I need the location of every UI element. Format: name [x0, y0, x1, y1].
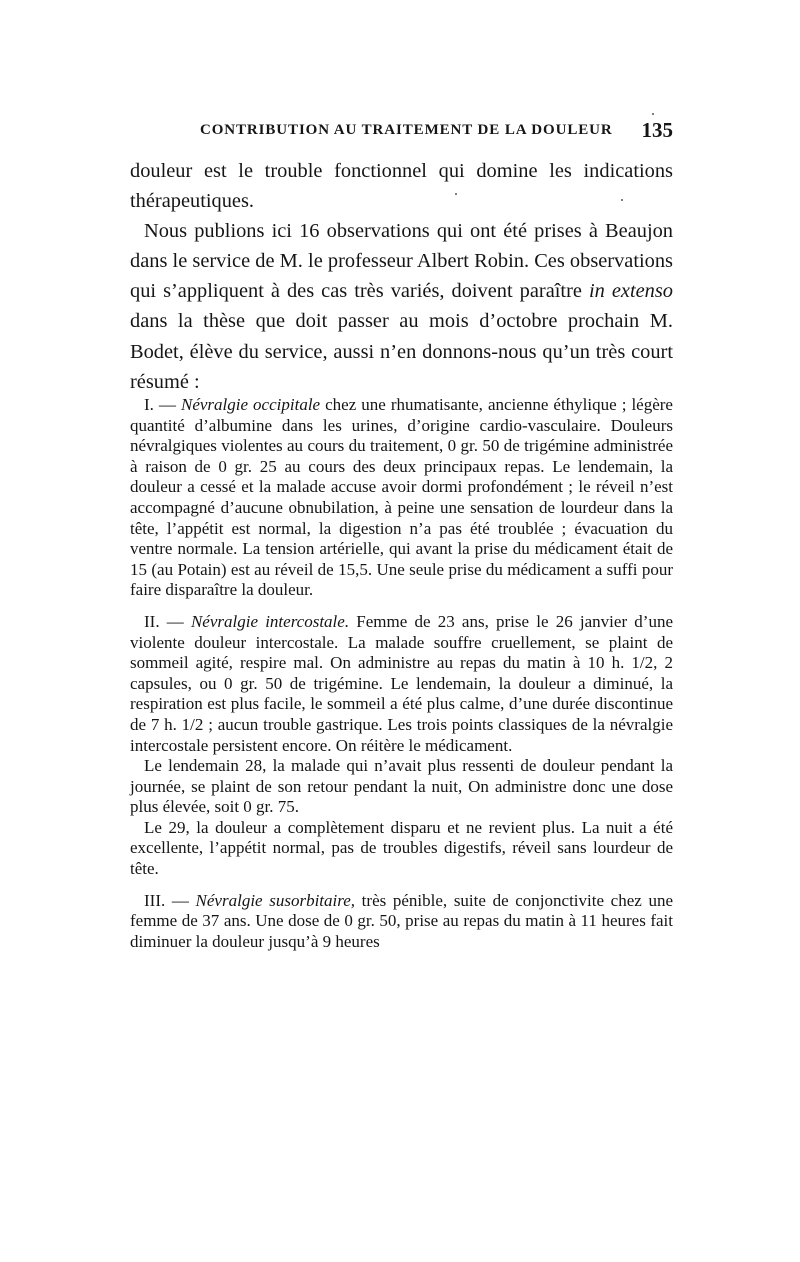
running-head: [130, 118, 673, 144]
observation-3: [130, 891, 673, 953]
intro-text: [130, 156, 673, 397]
observation-text: chez une rhumatisante, ancienne éthylique ; légère quantité d’albumine dans les urines, d’origine cardio-vasculaire. Douleurs névralgiques violentes au cours du traitement, 0 gr. 50 de trigémine administrée à raison de 0 gr. 25 au cours des deux principaux repas. Le lendemain, la douleur a cessé et la malade accuse avoir dormi profondément ; le réveil n’est accompagné d’aucune obnubilation, à peine une sensation de lourdeur dans la tête, l’appétit est normal, la digestion n’a pas été troublée ; évacuation du ventre normale. La tension artérielle, qui avant la prise du médicament était de 15 (au Potain) est au réveil de 15,5. Une seule prise du médicament a suffi pour faire disparaître la douleur.: [130, 395, 673, 600]
page-number: 135: [641, 118, 673, 142]
observation-number: III. —: [144, 890, 196, 910]
intro-text-span: dans la thèse que doit passer au mois d’octobre prochain M. Bodet, élève du service, aussi n’en donnons-nous qu’un très court résumé :: [130, 310, 673, 393]
observation-number: I. —: [144, 395, 181, 414]
running-title: CONTRIBUTION AU TRAITEMENT DE LA DOULEUR: [200, 122, 613, 138]
intro-paragraph: douleur est le trouble fonctionnel qui domine les indications thérapeutiques.: [130, 160, 673, 213]
observation-2-continuation: Le 29, la douleur a complètement disparu et ne revient plus. La nuit a été excellente, l’appétit normal, pas de troubles digestifs, réveil sans lourdeur de tête.: [130, 817, 673, 879]
observation-title: Névralgie occipitale: [180, 395, 321, 414]
observation-2-continuation: Le lendemain 28, la malade qui n’avait plus ressenti de douleur pendant la journée, se plaint de son retour pendant la nuit, On administre donc une dose plus élevée, soit 0 gr. 75.: [130, 756, 673, 817]
observation-2: [130, 612, 673, 756]
italic-term: in extenso: [588, 280, 673, 303]
intro-text-span: Nous publions ici 16 observations qui ont été prises à Beaujon dans le service de M. le professeur Albert Robin. Ces observations qui s’appliquent à des cas très variés, doivent paraître: [130, 220, 673, 303]
observation-title: Névralgie susorbitaire,: [195, 890, 356, 910]
observation-text: Femme de 23 ans, prise le 26 janvier d’une violente douleur intercostale. La malade souffre cruellement, se plaint de sommeil agité, respire mal. On administre au repas du matin à 10 h. 1/2, 2 capsules, ou 0 gr. 50 de trigémine. Le lendemain, la douleur a diminué, la respiration est plus facile, le sommeil a été plus calme, d’une durée discontinue de 7 h. 1/2 ; aucun trouble gastrique. Les trois points classiques de la névralgie intercostale persistent encore. On réitère le médicament.: [130, 611, 674, 755]
observation-1: [130, 395, 673, 601]
observation-title: Névralgie intercostale.: [190, 611, 350, 631]
intro-paragraph: [130, 216, 673, 397]
observations-block: [130, 395, 673, 952]
observation-number: II. —: [144, 611, 191, 631]
observation-text: très pénible, suite de conjonctivite chez une femme de 37 ans. Une dose de 0 gr. 50, prise au repas du matin à 11 heures fait diminuer la douleur jusqu’à 9 heures: [130, 890, 674, 951]
print-speck: [652, 113, 654, 115]
